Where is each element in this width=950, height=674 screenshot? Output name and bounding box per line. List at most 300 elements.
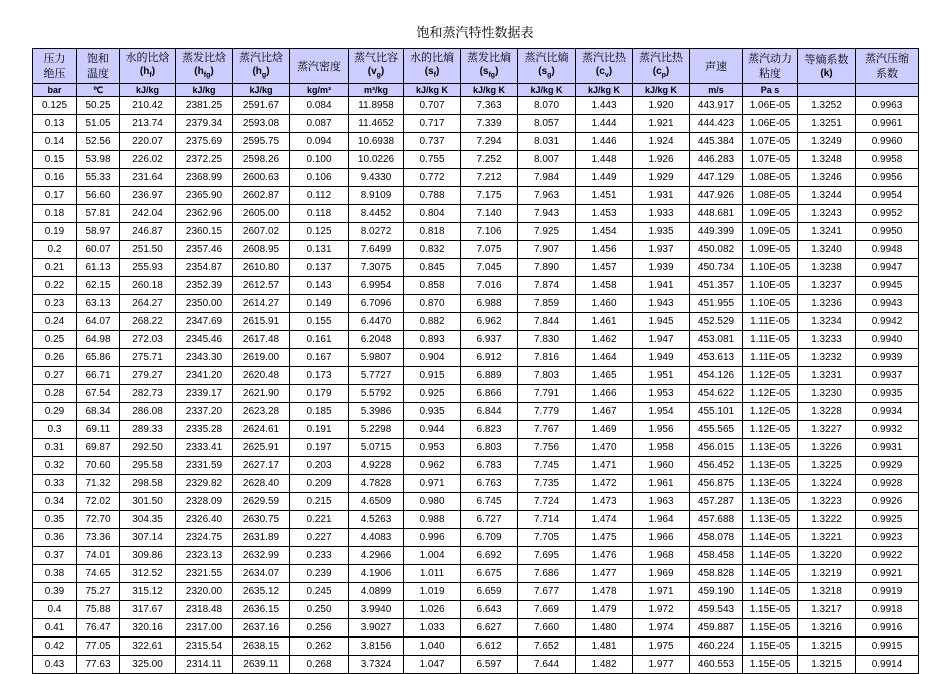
table-cell: 1.15E-05 bbox=[743, 601, 798, 619]
table-row bbox=[33, 385, 919, 403]
column-header-label: 水的比焓 bbox=[125, 51, 170, 64]
column-header bbox=[743, 49, 798, 84]
table-cell: 447.129 bbox=[690, 169, 743, 187]
column-header-label: 蒸发比焓 bbox=[182, 51, 226, 64]
table-cell: 70.60 bbox=[77, 457, 120, 475]
table-cell: 5.0715 bbox=[349, 439, 404, 457]
table-cell: 1.019 bbox=[404, 583, 461, 601]
table-cell: 6.709 bbox=[461, 529, 518, 547]
column-header-label: 系数 bbox=[876, 67, 898, 80]
table-cell: 459.543 bbox=[690, 601, 743, 619]
table-cell: 251.50 bbox=[120, 241, 176, 259]
table-cell: 0.227 bbox=[290, 529, 349, 547]
table-cell: 0.9952 bbox=[856, 205, 919, 223]
table-cell: 7.830 bbox=[518, 331, 576, 349]
table-cell: 56.60 bbox=[77, 187, 120, 205]
table-cell: 279.27 bbox=[120, 367, 176, 385]
table-cell: 6.866 bbox=[461, 385, 518, 403]
table-cell: 2345.46 bbox=[176, 331, 233, 349]
table-cell: 2333.41 bbox=[176, 439, 233, 457]
table-cell: 0.9948 bbox=[856, 241, 919, 259]
table-cell: 1.449 bbox=[576, 169, 633, 187]
table-cell: 453.081 bbox=[690, 331, 743, 349]
table-cell: 0.137 bbox=[290, 259, 349, 277]
table-cell: 2375.69 bbox=[176, 133, 233, 151]
table-cell: 460.224 bbox=[690, 637, 743, 656]
table-cell: 1.945 bbox=[633, 313, 690, 331]
table-row bbox=[33, 529, 919, 547]
table-cell: 1.3246 bbox=[798, 169, 856, 187]
table-cell: 0.179 bbox=[290, 385, 349, 403]
table-cell: 1.926 bbox=[633, 151, 690, 169]
table-cell: 0.9922 bbox=[856, 547, 919, 565]
table-cell: 1.443 bbox=[576, 97, 633, 115]
table-cell: 2379.34 bbox=[176, 115, 233, 133]
table-cell: 7.106 bbox=[461, 223, 518, 241]
table-cell: 0.100 bbox=[290, 151, 349, 169]
table-cell: 2324.75 bbox=[176, 529, 233, 547]
table-cell: 210.42 bbox=[120, 97, 176, 115]
table-cell: 7.6499 bbox=[349, 241, 404, 259]
table-cell: 7.252 bbox=[461, 151, 518, 169]
table-cell: 7.175 bbox=[461, 187, 518, 205]
table-cell: 7.890 bbox=[518, 259, 576, 277]
column-symbol: $(s_f)$ bbox=[424, 66, 440, 79]
column-unit: kJ/kg bbox=[120, 84, 176, 97]
table-cell: 0.9932 bbox=[856, 421, 919, 439]
table-cell: 4.7828 bbox=[349, 475, 404, 493]
table-cell: 2627.17 bbox=[233, 457, 290, 475]
table-cell: 1.3215 bbox=[798, 637, 856, 656]
table-cell: 2343.30 bbox=[176, 349, 233, 367]
column-header bbox=[461, 49, 518, 84]
table-cell: 1.471 bbox=[576, 457, 633, 475]
table-cell: 1.14E-05 bbox=[743, 547, 798, 565]
table-cell: 2335.28 bbox=[176, 421, 233, 439]
table-cell: 0.3 bbox=[33, 421, 77, 439]
table-cell: 0.707 bbox=[404, 97, 461, 115]
table-cell: 0.9963 bbox=[856, 97, 919, 115]
column-header bbox=[120, 49, 176, 84]
column-header-label: 蒸汽比热 bbox=[639, 51, 683, 64]
table-cell: 1.047 bbox=[404, 656, 461, 674]
table-cell: 0.962 bbox=[404, 457, 461, 475]
table-cell: 0.904 bbox=[404, 349, 461, 367]
table-cell: 8.007 bbox=[518, 151, 576, 169]
table-cell: 7.714 bbox=[518, 511, 576, 529]
table-cell: 1.964 bbox=[633, 511, 690, 529]
table-cell: 0.250 bbox=[290, 601, 349, 619]
table-cell: 6.844 bbox=[461, 403, 518, 421]
column-header-label: 蒸汽比焓 bbox=[239, 51, 283, 64]
table-cell: 8.0272 bbox=[349, 223, 404, 241]
table-cell: 0.23 bbox=[33, 295, 77, 313]
table-cell: 2612.57 bbox=[233, 277, 290, 295]
table-cell: 6.643 bbox=[461, 601, 518, 619]
table-row bbox=[33, 97, 919, 115]
table-cell: 0.9956 bbox=[856, 169, 919, 187]
table-cell: 2630.75 bbox=[233, 511, 290, 529]
table-cell: 1.464 bbox=[576, 349, 633, 367]
table-cell: 7.874 bbox=[518, 277, 576, 295]
table-cell: 2628.40 bbox=[233, 475, 290, 493]
table-cell: 1.920 bbox=[633, 97, 690, 115]
table-cell: 2341.20 bbox=[176, 367, 233, 385]
table-cell: 2629.59 bbox=[233, 493, 290, 511]
column-unit bbox=[856, 84, 919, 97]
table-cell: 2636.15 bbox=[233, 601, 290, 619]
table-cell: 0.13 bbox=[33, 115, 77, 133]
table-cell: 2625.91 bbox=[233, 439, 290, 457]
table-cell: 7.943 bbox=[518, 205, 576, 223]
table-cell: 55.33 bbox=[77, 169, 120, 187]
table-cell: 6.7096 bbox=[349, 295, 404, 313]
table-cell: 7.363 bbox=[461, 97, 518, 115]
column-header bbox=[518, 49, 576, 84]
table-cell: 0.32 bbox=[33, 457, 77, 475]
table-row bbox=[33, 493, 919, 511]
table-row bbox=[33, 115, 919, 133]
column-header bbox=[798, 49, 856, 84]
table-cell: 4.2966 bbox=[349, 547, 404, 565]
table-row bbox=[33, 421, 919, 439]
table-cell: 456.875 bbox=[690, 475, 743, 493]
table-cell: 450.734 bbox=[690, 259, 743, 277]
column-symbol: $(c_p)$ bbox=[652, 66, 670, 79]
column-unit: kJ/kg bbox=[233, 84, 290, 97]
table-cell: 444.423 bbox=[690, 115, 743, 133]
column-header-label: 水的比熵 bbox=[410, 51, 454, 64]
table-cell: 0.804 bbox=[404, 205, 461, 223]
table-cell: 7.669 bbox=[518, 601, 576, 619]
table-cell: 4.9228 bbox=[349, 457, 404, 475]
table-cell: 1.3220 bbox=[798, 547, 856, 565]
table-cell: 260.18 bbox=[120, 277, 176, 295]
table-cell: 2637.16 bbox=[233, 619, 290, 638]
table-cell: 1.10E-05 bbox=[743, 277, 798, 295]
table-cell: 1.09E-05 bbox=[743, 223, 798, 241]
table-cell: 1.13E-05 bbox=[743, 511, 798, 529]
table-cell: 0.988 bbox=[404, 511, 461, 529]
table-cell: 1.933 bbox=[633, 205, 690, 223]
table-cell: 0.915 bbox=[404, 367, 461, 385]
table-cell: 2354.87 bbox=[176, 259, 233, 277]
table-cell: 0.125 bbox=[290, 223, 349, 241]
table-row bbox=[33, 367, 919, 385]
table-cell: 5.9807 bbox=[349, 349, 404, 367]
table-cell: 2326.40 bbox=[176, 511, 233, 529]
table-cell: 0.33 bbox=[33, 475, 77, 493]
column-header-label: 粘度 bbox=[759, 67, 781, 80]
table-cell: 0.118 bbox=[290, 205, 349, 223]
table-cell: 11.8958 bbox=[349, 97, 404, 115]
table-cell: 322.61 bbox=[120, 637, 176, 656]
table-cell: 309.86 bbox=[120, 547, 176, 565]
table-cell: 1.480 bbox=[576, 619, 633, 638]
table-cell: 0.233 bbox=[290, 547, 349, 565]
table-cell: 77.05 bbox=[77, 637, 120, 656]
table-cell: 2600.63 bbox=[233, 169, 290, 187]
table-row bbox=[33, 331, 919, 349]
table-cell: 7.677 bbox=[518, 583, 576, 601]
table-cell: 0.9923 bbox=[856, 529, 919, 547]
table-cell: 0.9935 bbox=[856, 385, 919, 403]
table-cell: 1.956 bbox=[633, 421, 690, 439]
table-cell: 52.56 bbox=[77, 133, 120, 151]
table-cell: 11.4652 bbox=[349, 115, 404, 133]
table-cell: 0.9929 bbox=[856, 457, 919, 475]
table-cell: 1.13E-05 bbox=[743, 457, 798, 475]
table-cell: 1.473 bbox=[576, 493, 633, 511]
table-cell: 0.131 bbox=[290, 241, 349, 259]
table-cell: 2605.00 bbox=[233, 205, 290, 223]
table-cell: 450.082 bbox=[690, 241, 743, 259]
table-cell: 2615.91 bbox=[233, 313, 290, 331]
table-cell: 1.466 bbox=[576, 385, 633, 403]
table-cell: 1.3216 bbox=[798, 619, 856, 638]
table-cell: 0.893 bbox=[404, 331, 461, 349]
table-cell: 71.32 bbox=[77, 475, 120, 493]
table-cell: 301.50 bbox=[120, 493, 176, 511]
table-cell: 1.474 bbox=[576, 511, 633, 529]
table-cell: 315.12 bbox=[120, 583, 176, 601]
table-cell: 286.08 bbox=[120, 403, 176, 421]
table-cell: 76.47 bbox=[77, 619, 120, 638]
table-cell: 7.745 bbox=[518, 457, 576, 475]
table-cell: 307.14 bbox=[120, 529, 176, 547]
table-cell: 0.15 bbox=[33, 151, 77, 169]
table-cell: 0.717 bbox=[404, 115, 461, 133]
column-header bbox=[77, 49, 120, 84]
table-cell: 0.755 bbox=[404, 151, 461, 169]
table-cell: 0.42 bbox=[33, 637, 77, 656]
table-cell: 7.925 bbox=[518, 223, 576, 241]
column-header bbox=[856, 49, 919, 84]
table-cell: 7.140 bbox=[461, 205, 518, 223]
table-cell: 4.0899 bbox=[349, 583, 404, 601]
table-row bbox=[33, 133, 919, 151]
table-cell: 6.612 bbox=[461, 637, 518, 656]
table-cell: 7.652 bbox=[518, 637, 576, 656]
table-cell: 1.949 bbox=[633, 349, 690, 367]
table-cell: 456.015 bbox=[690, 439, 743, 457]
table-cell: 264.27 bbox=[120, 295, 176, 313]
table-cell: 10.6938 bbox=[349, 133, 404, 151]
table-cell: 449.399 bbox=[690, 223, 743, 241]
table-cell: 2608.95 bbox=[233, 241, 290, 259]
table-cell: 1.977 bbox=[633, 656, 690, 674]
table-cell: 0.832 bbox=[404, 241, 461, 259]
column-header-label: 压力 bbox=[43, 52, 66, 65]
table-cell: 0.953 bbox=[404, 439, 461, 457]
table-cell: 1.974 bbox=[633, 619, 690, 638]
column-header bbox=[349, 49, 404, 84]
table-cell: 1.3233 bbox=[798, 331, 856, 349]
table-cell: 304.35 bbox=[120, 511, 176, 529]
column-header-label: 蒸气比容 bbox=[354, 51, 398, 64]
table-cell: 7.984 bbox=[518, 169, 576, 187]
table-cell: 1.475 bbox=[576, 529, 633, 547]
column-symbol: $(s_{fg})$ bbox=[479, 66, 499, 79]
table-cell: 2337.20 bbox=[176, 403, 233, 421]
table-cell: 453.613 bbox=[690, 349, 743, 367]
table-cell: 1.11E-05 bbox=[743, 349, 798, 367]
table-cell: 0.36 bbox=[33, 529, 77, 547]
table-cell: 75.88 bbox=[77, 601, 120, 619]
table-cell: 272.03 bbox=[120, 331, 176, 349]
table-cell: 454.622 bbox=[690, 385, 743, 403]
table-cell: 7.844 bbox=[518, 313, 576, 331]
table-cell: 0.9926 bbox=[856, 493, 919, 511]
table-cell: 0.9954 bbox=[856, 187, 919, 205]
table-cell: 2329.82 bbox=[176, 475, 233, 493]
column-symbol: $(v_g)$ bbox=[367, 66, 385, 79]
table-cell: 0.9942 bbox=[856, 313, 919, 331]
column-symbol: $(h_f)$ bbox=[139, 66, 156, 79]
table-cell: 2320.00 bbox=[176, 583, 233, 601]
table-cell: 7.859 bbox=[518, 295, 576, 313]
table-cell: 1.3218 bbox=[798, 583, 856, 601]
table-cell: 3.8156 bbox=[349, 637, 404, 656]
table-cell: 0.9950 bbox=[856, 223, 919, 241]
table-cell: 53.98 bbox=[77, 151, 120, 169]
table-cell: 1.06E-05 bbox=[743, 115, 798, 133]
column-unit: m³/kg bbox=[349, 84, 404, 97]
column-unit: kJ/kg K bbox=[518, 84, 576, 97]
table-cell: 2315.54 bbox=[176, 637, 233, 656]
table-cell: 7.294 bbox=[461, 133, 518, 151]
table-cell: 0.197 bbox=[290, 439, 349, 457]
table-cell: 0.34 bbox=[33, 493, 77, 511]
table-cell: 0.35 bbox=[33, 511, 77, 529]
table-row bbox=[33, 656, 919, 674]
table-cell: 6.783 bbox=[461, 457, 518, 475]
table-cell: 1.461 bbox=[576, 313, 633, 331]
table-cell: 455.101 bbox=[690, 403, 743, 421]
table-cell: 1.10E-05 bbox=[743, 295, 798, 313]
table-cell: 1.033 bbox=[404, 619, 461, 638]
table-cell: 1.3236 bbox=[798, 295, 856, 313]
table-cell: 2607.02 bbox=[233, 223, 290, 241]
column-unit: kJ/kg K bbox=[633, 84, 690, 97]
table-cell: 458.458 bbox=[690, 547, 743, 565]
table-cell: 1.462 bbox=[576, 331, 633, 349]
table-cell: 0.209 bbox=[290, 475, 349, 493]
table-row bbox=[33, 583, 919, 601]
table-row bbox=[33, 511, 919, 529]
table-cell: 2638.15 bbox=[233, 637, 290, 656]
table-cell: 2328.09 bbox=[176, 493, 233, 511]
table-cell: 0.143 bbox=[290, 277, 349, 295]
table-cell: 1.3230 bbox=[798, 385, 856, 403]
table-cell: 1.3228 bbox=[798, 403, 856, 421]
column-header bbox=[576, 49, 633, 84]
table-cell: 1.969 bbox=[633, 565, 690, 583]
table-cell: 268.22 bbox=[120, 313, 176, 331]
table-cell: 6.889 bbox=[461, 367, 518, 385]
table-cell: 1.14E-05 bbox=[743, 529, 798, 547]
table-cell: 1.13E-05 bbox=[743, 475, 798, 493]
table-cell: 1.15E-05 bbox=[743, 637, 798, 656]
table-cell: 2365.90 bbox=[176, 187, 233, 205]
table-cell: 0.167 bbox=[290, 349, 349, 367]
column-header-label: 绝压 bbox=[43, 67, 66, 80]
table-cell: 1.451 bbox=[576, 187, 633, 205]
table-cell: 2321.55 bbox=[176, 565, 233, 583]
table-cell: 1.09E-05 bbox=[743, 205, 798, 223]
table-cell: 213.74 bbox=[120, 115, 176, 133]
table-row bbox=[33, 313, 919, 331]
table-cell: 2598.26 bbox=[233, 151, 290, 169]
table-cell: 0.155 bbox=[290, 313, 349, 331]
table-cell: 458.078 bbox=[690, 529, 743, 547]
table-cell: 1.3232 bbox=[798, 349, 856, 367]
table-row bbox=[33, 637, 919, 656]
table-cell: 457.287 bbox=[690, 493, 743, 511]
table-cell: 0.9915 bbox=[856, 637, 919, 656]
table-cell: 0.43 bbox=[33, 656, 77, 674]
table-cell: 1.026 bbox=[404, 601, 461, 619]
table-cell: 64.07 bbox=[77, 313, 120, 331]
table-cell: 445.384 bbox=[690, 133, 743, 151]
table-cell: 6.745 bbox=[461, 493, 518, 511]
table-cell: 2368.99 bbox=[176, 169, 233, 187]
column-header-label: 等熵系数 bbox=[804, 53, 849, 66]
table-cell: 1.478 bbox=[576, 583, 633, 601]
table-cell: 0.9940 bbox=[856, 331, 919, 349]
column-header-label: 饱和 bbox=[87, 52, 109, 65]
column-header-label: 温度 bbox=[87, 67, 109, 80]
table-cell: 5.7727 bbox=[349, 367, 404, 385]
table-cell: 0.935 bbox=[404, 403, 461, 421]
table-cell: 2318.48 bbox=[176, 601, 233, 619]
table-cell: 2352.39 bbox=[176, 277, 233, 295]
table-body bbox=[33, 97, 919, 674]
table-cell: 7.686 bbox=[518, 565, 576, 583]
table-row bbox=[33, 601, 919, 619]
column-header bbox=[404, 49, 461, 84]
table-cell: 226.02 bbox=[120, 151, 176, 169]
table-cell: 0.858 bbox=[404, 277, 461, 295]
column-unit: bar bbox=[33, 84, 77, 97]
table-cell: 6.803 bbox=[461, 439, 518, 457]
table-row bbox=[33, 223, 919, 241]
table-cell: 1.3224 bbox=[798, 475, 856, 493]
table-cell: 320.16 bbox=[120, 619, 176, 638]
table-cell: 1.3248 bbox=[798, 151, 856, 169]
table-cell: 2634.07 bbox=[233, 565, 290, 583]
table-cell: 1.15E-05 bbox=[743, 619, 798, 638]
table-cell: 2591.67 bbox=[233, 97, 290, 115]
table-cell: 1.467 bbox=[576, 403, 633, 421]
column-symbol: $(s_g)$ bbox=[538, 66, 555, 79]
table-cell: 0.268 bbox=[290, 656, 349, 674]
table-cell: 1.456 bbox=[576, 241, 633, 259]
table-cell: 0.173 bbox=[290, 367, 349, 385]
column-header-label: 蒸发比熵 bbox=[467, 51, 511, 64]
column-symbol: (k) bbox=[820, 68, 833, 79]
table-cell: 0.24 bbox=[33, 313, 77, 331]
table-cell: 65.86 bbox=[77, 349, 120, 367]
table-cell: 6.988 bbox=[461, 295, 518, 313]
table-cell: 0.9919 bbox=[856, 583, 919, 601]
table-cell: 50.25 bbox=[77, 97, 120, 115]
table-cell: 4.4083 bbox=[349, 529, 404, 547]
table-row bbox=[33, 205, 919, 223]
table-cell: 1.14E-05 bbox=[743, 565, 798, 583]
table-cell: 1.924 bbox=[633, 133, 690, 151]
table-cell: 7.075 bbox=[461, 241, 518, 259]
